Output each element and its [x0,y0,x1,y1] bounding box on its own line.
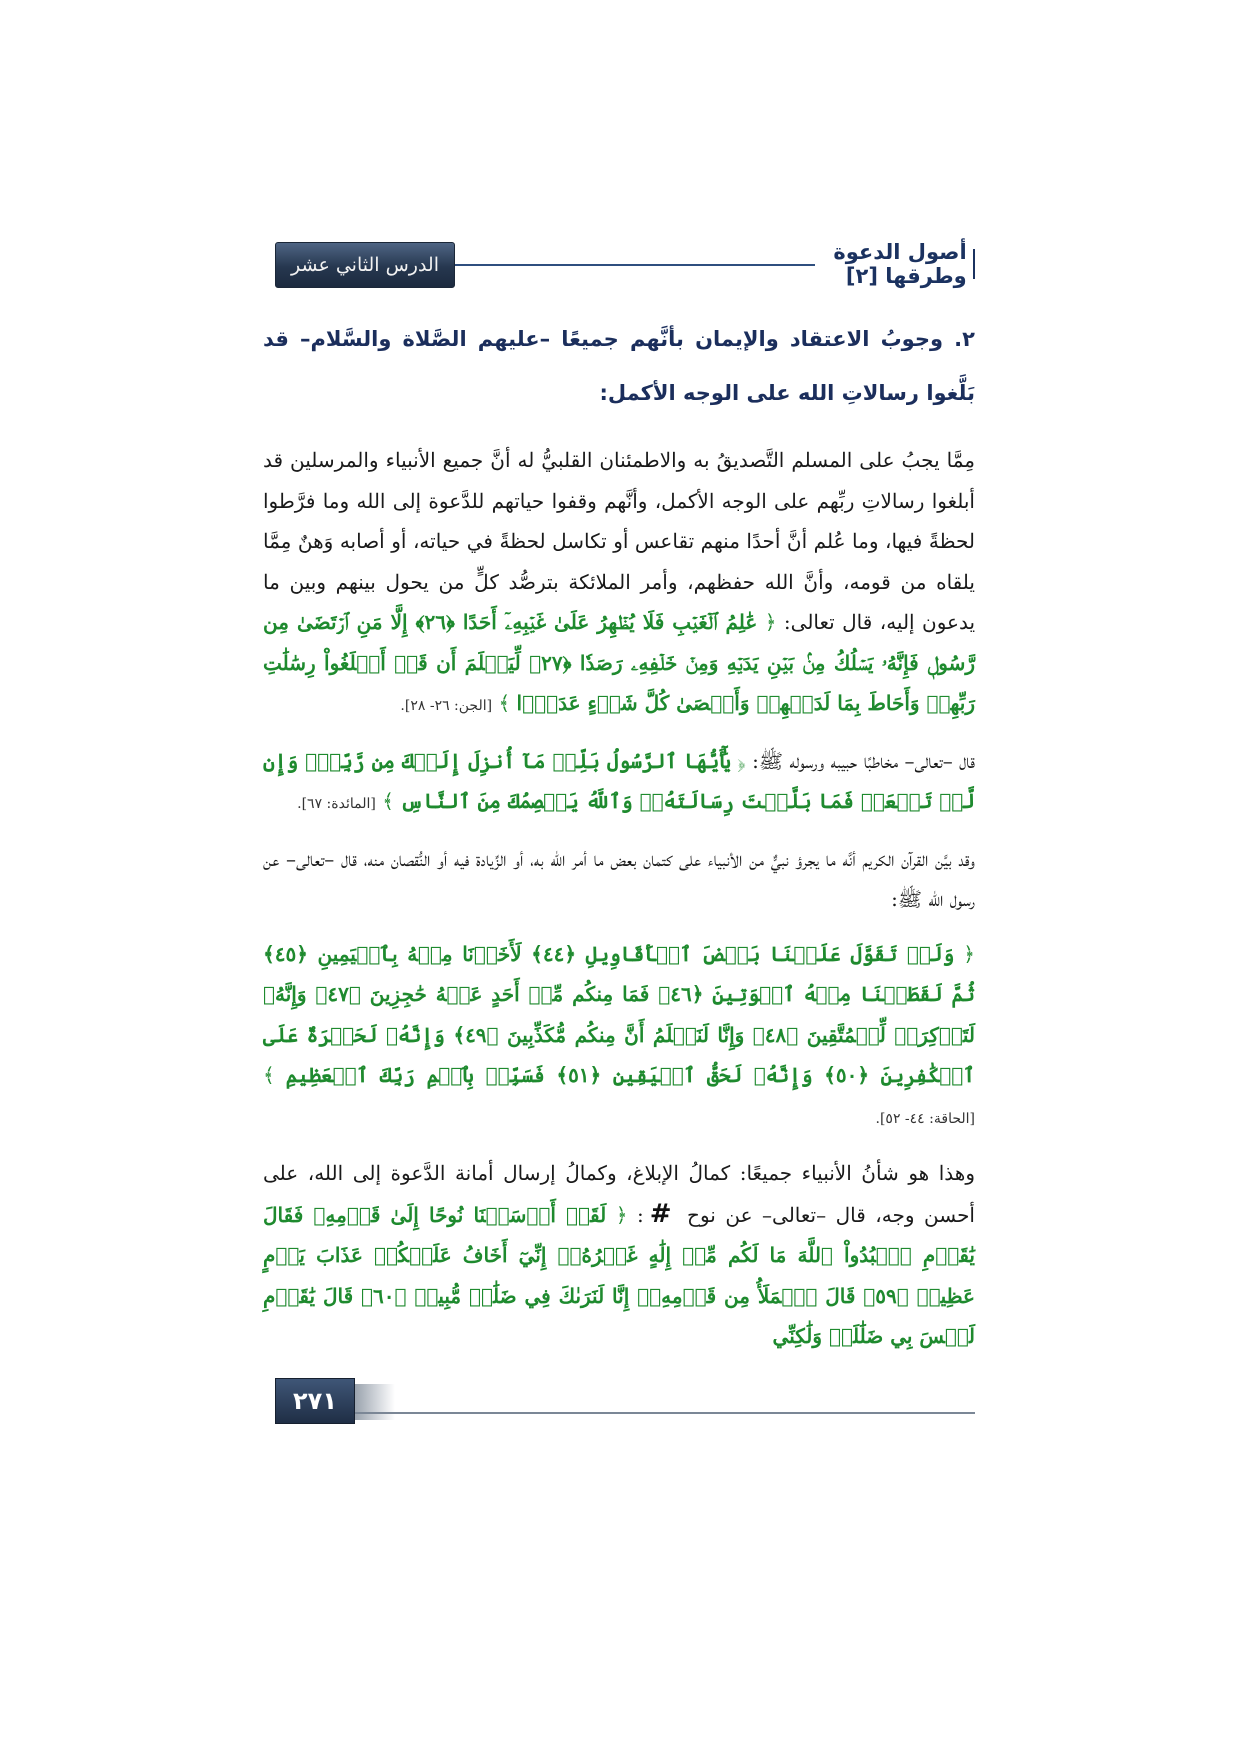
honorific-mark: # [649,1198,672,1229]
page-number: ٢٧١ [275,1378,355,1424]
ayah-open-bracket: ﴿ [764,610,777,634]
paragraph-5: وهذا هو شأنُ الأنبياء جميعًا: كمالُ الإبلاغ، وكمالُ إرسال أمانة الدَّعوة إلى الله، على أحسن وجه، قال –تعالى– عن نوح #: ﴿ لَقَدۡ أَرۡسَلۡنَا نُوحًا إِلَىٰ قَوۡمِهِۦ فَقَالَ يَٰقَوۡمِ ٱعۡبُدُواْ ٱللَّهَ مَا لَكُم مِّنۡ إِلَٰهٍ غَيۡرُهُۥٓ إِنِّيٓ أَخَافُ عَلَيۡكُمۡ عَذَابَ يَوۡمٍ عَظِيمٖ ﴿٥٩﴾ قَالَ ٱلۡمَلَأُ مِن قَوۡمِهِۦٓ إِنَّا لَنَرَىٰكَ فِي ضَلَٰلٖ مُّبِينٖ ﴿٦٠﴾ قَالَ يَٰقَوۡمِ لَيۡسَ بِي ضَلَٰلَةٞ وَلَٰكِنِّي [263,1161,975,1348]
page-header [275,242,975,286]
ayah-close-bracket: ﴾ [263,1063,275,1087]
book-title-text: أصول الدعوة وطرقها [٢] [833,240,967,288]
page-content [263,312,975,1371]
ayah-open-bracket: ﴿ [615,1202,628,1227]
paragraph-1 [263,440,975,727]
paragraph-5-text: وهذا هو شأنُ الأنبياء جميعًا: كمالُ الإبلاغ، وكمالُ إرسال أمانة الدَّعوة إلى الله، على أحسن وجه، قال –تعالى– عن نوح [263,1161,975,1227]
paragraph-1-text: مِمَّا يجبُ على المسلم التَّصديقُ به والاطمئنان القلبيُّ له أنَّ جميع الأنبياء والمرسلين قد أبلغوا رسالاتِ ربِّهم على الوجه الأكمل، وأنَّهم وقفوا حياتهم للدَّعوة إلى الله وما فرَّطوا لحظةً فيها، وما عُلم أنَّ أحدًا منهم تقاعس أو تكاسل لحظةً في حياته، أو أصابه وَهنٌ مِمَّا يلقاه من قومه، وأنَّ الله حفظهم، وأمر الملائكة بترصُّد كلٍّ من يحول بينهم وبين ما يدعون إليه، قال تعالى: [263,448,976,634]
lesson-badge: الدرس الثاني عشر [275,242,455,288]
ayah-open-bracket: ﴿ [963,941,975,966]
ayah-open-bracket: ﴿ [737,748,746,773]
ayah-close-bracket: ﴾ [498,691,511,715]
quran-verse-araf: لَقَدۡ أَرۡسَلۡنَا نُوحًا إِلَىٰ قَوۡمِهِۦ فَقَالَ يَٰقَوۡمِ ٱعۡبُدُواْ ٱللَّهَ مَا لَكُم مِّنۡ إِلَٰهٍ غَيۡرُهُۥٓ إِنِّيٓ أَخَافُ عَلَيۡكُمۡ عَذَابَ يَوۡمٍ عَظِيمٖ ﴿٥٩﴾ قَالَ ٱلۡمَلَأُ مِن قَوۡمِهِۦٓ إِنَّا لَنَرَىٰكَ فِي ضَلَٰلٖ مُّبِينٖ ﴿٦٠﴾ قَالَ يَٰقَوۡمِ لَيۡسَ بِي ضَلَٰلَةٞ وَلَٰكِنِّي [263,1202,975,1348]
quran-verse-jinn: عَٰلِمُ ٱلۡغَيۡبِ فَلَا يُظۡهِرُ عَلَىٰ غَيۡبِهِۦٓ أَحَدًا ﴿٢٦﴾ إِلَّا مَنِ ٱرۡتَضَىٰ مِن رَّسُولٖ فَإِنَّهُۥ يَسۡلُكُ مِنۢ بَيۡنِ يَدَيۡهِ وَمِنۡ خَلۡفِهِۦ رَصَدٗا ﴿٢٧﴾ لِّيَعۡلَمَ أَن قَدۡ أَبۡلَغُواْ رِسَٰلَٰتِ رَبِّهِمۡ وَأَحَاطَ بِمَا لَدَيۡهِمۡ وَأَحۡصَىٰ كُلَّ شَيۡءٍ عَدَدَۢا [263,610,975,715]
book-title [815,242,975,286]
page-footer [275,1378,975,1424]
quran-verse-haqqah: وَلَوۡ تَقَوَّلَ عَلَيۡنَا بَعۡضَ ٱلۡأَقَاوِيلِ ﴿٤٤﴾ لَأَخَذۡنَا مِنۡهُ بِٱلۡيَمِينِ ﴿٤٥﴾ ثُمَّ لَقَطَعۡنَا مِنۡهُ ٱلۡوَتِينَ ﴿٤٦﴾ فَمَا مِنكُم مِّنۡ أَحَدٍ عَنۡهُ حَٰجِزِينَ ﴿٤٧﴾ وَإِنَّهُۥ لَتَذۡكِرَةٞ لِّلۡمُتَّقِينَ ﴿٤٨﴾ وَإِنَّا لَنَعۡلَمُ أَنَّ مِنكُم مُّكَذِّبِينَ ﴿٤٩﴾ وَإِنَّهُۥ لَحَسۡرَةٌ عَلَى ٱلۡكَٰفِرِينَ ﴿٥٠﴾ وَإِنَّهُۥ لَحَقُّ ٱلۡيَقِينِ ﴿٥١﴾ فَسَبِّحۡ بِٱسۡمِ رَبِّكَ ٱلۡعَظِيمِ [263,941,975,1087]
quran-verse-maidah: يَٰٓأَيُّهَا ٱلرَّسُولُ بَلِّغۡ مَآ أُنزِلَ إِلَيۡكَ مِن رَّبِّكَۖ وَإِن لَّمۡ تَفۡعَلۡ فَمَا بَلَّغۡتَ رِسَالَتَهُۥۚ وَٱللَّهُ يَعۡصِمُكَ مِنَ ٱلنَّاسِ [263,748,975,813]
verse-reference-maidah: [المائدة: ٦٧]. [297,796,376,812]
paragraph-4 [263,934,975,1140]
paragraph-3: وقد بيَّن القرآن الكريم أنَّه ما يجرؤ نبيٌّ من الأنبياء على كتمان بعض ما أمر الله به، أو الزِّيادة فيه أو النُّقصان منه، قال –تعالى– عن رسول الله ﷺ: [263,846,975,911]
header-divider [455,264,815,266]
paragraph-2-text: قال –تعالى– مخاطبًا حبيبه ورسوله ﷺ: [752,748,976,773]
verse-reference-jinn: [الجن: ٢٦- ٢٨]. [400,698,493,714]
section-heading: ٢. وجوبُ الاعتقاد والإيمان بأنَّهم جميعًا –عليهم الصَّلاة والسَّلام– قد بَلَّغوا رسالاتِ الله على الوجه الأكمل: [263,327,975,405]
footer-shade [355,1384,395,1420]
verse-reference-haqqah: [الحاقة: ٤٤- ٥٢]. [875,1110,975,1127]
ayah-close-bracket: ﴾ [382,789,394,813]
footer-divider [355,1412,975,1414]
title-accent-bar [973,249,975,279]
paragraph-2 [263,741,975,825]
